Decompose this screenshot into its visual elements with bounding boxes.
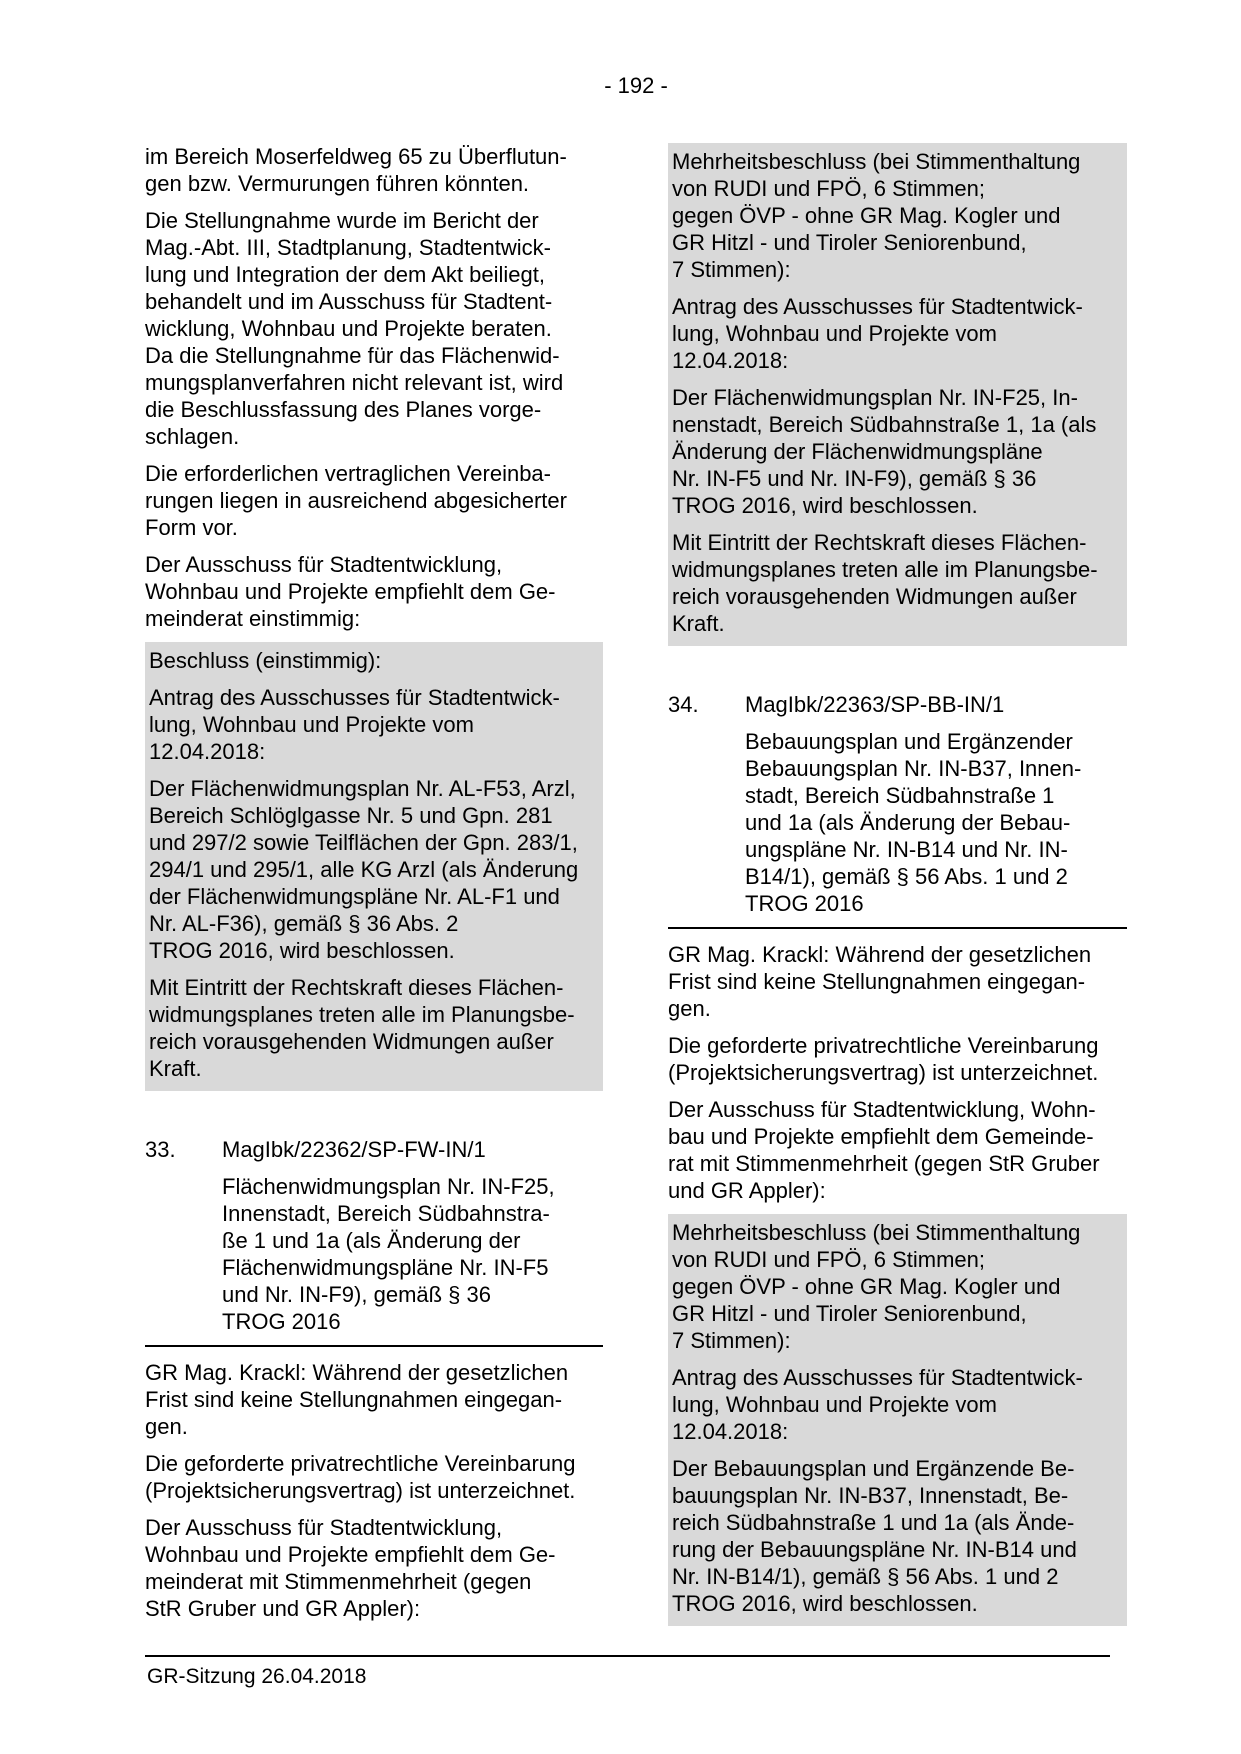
text-line: bauungsplan Nr. IN-B37, Innenstadt, Be- (672, 1483, 1069, 1508)
text-line: 294/1 und 295/1, alle KG Arzl (als Änderung (149, 857, 579, 882)
text-line: StR Gruber und GR Appler): (145, 1596, 421, 1621)
text-line: Änderung der Flächenwidmungspläne (672, 439, 1043, 464)
text-line: GR Hitzl - und Tiroler Seniorenbund, (672, 230, 1027, 255)
paragraph-ausschuss-empfehlung-mehrheit (145, 1514, 603, 1622)
text-line: von RUDI und FPÖ, 6 Stimmen; (672, 176, 985, 201)
paragraph-ausschuss-empfehlung-mehrheit-34 (668, 1096, 1127, 1204)
text-line: Wohnbau und Projekte empfiehlt dem Ge- (145, 579, 556, 604)
text-line: Nr. AL-F36), gemäß § 36 Abs. 2 (149, 911, 459, 936)
text-line: Kraft. (149, 1056, 202, 1081)
subject-item-33 (222, 1173, 603, 1335)
text-line: Die Stellungnahme wurde im Bericht der (145, 208, 539, 233)
text-line: Der Ausschuss für Stadtentwicklung, (145, 552, 503, 577)
text-line: stadt, Bereich Südbahnstraße 1 (745, 783, 1055, 808)
footer-rule (145, 1655, 1110, 1657)
decision-block-einstimmig (145, 642, 603, 1091)
text-line: bau und Projekte empfiehlt dem Gemeinde- (668, 1124, 1094, 1149)
text-line: gen. (145, 1414, 188, 1439)
text-line: gegen ÖVP - ohne GR Mag. Kogler und (672, 203, 1061, 228)
agenda-item-33 (145, 1136, 603, 1163)
text-line: 12.04.2018: (672, 348, 789, 373)
text-line: meinderat einstimmig: (145, 606, 361, 631)
text-line: rat mit Stimmenmehrheit (gegen StR Gruber (668, 1151, 1100, 1176)
text-line: 7 Stimmen): (672, 1328, 791, 1353)
text-line: (Projektsicherungsvertrag) ist unterzeichnet. (668, 1060, 1099, 1085)
text-line: der Flächenwidmungspläne Nr. AL-F1 und (149, 884, 560, 909)
text-line: Der Bebauungsplan und Ergänzende Be- (672, 1456, 1075, 1481)
text-line: lung, Wohnbau und Projekte vom (672, 1392, 997, 1417)
highlight-paragraph (672, 384, 1127, 519)
text-line: und Nr. IN-F9), gemäß § 36 (222, 1282, 491, 1307)
text-line: TROG 2016, wird beschlossen. (672, 1591, 978, 1616)
agenda-item-id: MagIbk/22362/SP-FW-IN/1 (222, 1137, 486, 1162)
text-line: Antrag des Ausschusses für Stadtentwick- (672, 294, 1083, 319)
text-line: Wohnbau und Projekte empfiehlt dem Ge- (145, 1542, 556, 1567)
highlight-paragraph (672, 1219, 1127, 1354)
text-line: Der Ausschuss für Stadtentwicklung, Wohn- (668, 1097, 1096, 1122)
text-line: Frist sind keine Stellungnahmen eingegan- (668, 969, 1086, 994)
highlight-paragraph (149, 647, 603, 674)
decision-block-mehrheit-item-34 (668, 1214, 1127, 1626)
text-line: Mehrheitsbeschluss (bei Stimmenthaltung (672, 149, 1081, 174)
text-line: GR Hitzl - und Tiroler Seniorenbund, (672, 1301, 1027, 1326)
text-line: reich vorausgehenden Widmungen außer (149, 1029, 554, 1054)
highlight-paragraph (149, 974, 603, 1082)
text-line: wicklung, Wohnbau und Projekte beraten. (145, 316, 552, 341)
paragraph-privatrechtliche-vereinbarung (145, 1450, 603, 1504)
text-line: Innenstadt, Bereich Südbahnstra- (222, 1201, 550, 1226)
text-line: 7 Stimmen): (672, 257, 791, 282)
text-line: von RUDI und FPÖ, 6 Stimmen; (672, 1247, 985, 1272)
text-line: TROG 2016 (222, 1309, 341, 1334)
text-line: Mehrheitsbeschluss (bei Stimmenthaltung (672, 1220, 1081, 1245)
text-line: Da die Stellungnahme für das Flächenwid- (145, 343, 560, 368)
text-line: 12.04.2018: (149, 739, 266, 764)
text-line: lung, Wohnbau und Projekte vom (149, 712, 474, 737)
paragraph-overflow-warning (145, 143, 603, 197)
text-line: und 1a (als Änderung der Bebau- (745, 810, 1071, 835)
text-line: und 297/2 sowie Teilflächen der Gpn. 283/1, (149, 830, 578, 855)
text-line: Flächenwidmungsplan Nr. IN-F25, (222, 1174, 555, 1199)
highlight-paragraph (672, 293, 1127, 374)
text-line: ße 1 und 1a (als Änderung der (222, 1228, 521, 1253)
text-line: (Projektsicherungsvertrag) ist unterzeichnet. (145, 1478, 576, 1503)
text-line: im Bereich Moserfeldweg 65 zu Überflutun- (145, 144, 567, 169)
agenda-item-id: MagIbk/22363/SP-BB-IN/1 (745, 692, 1005, 717)
highlight-paragraph (672, 1364, 1127, 1445)
page-number: - 192 - (604, 73, 668, 98)
text-line: Frist sind keine Stellungnahmen eingegan- (145, 1387, 563, 1412)
agenda-item-number: 34. (668, 692, 699, 717)
text-line: Mit Eintritt der Rechtskraft dieses Flächen- (149, 975, 564, 1000)
text-line: Bebauungsplan Nr. IN-B37, Innen- (745, 756, 1082, 781)
text-line: Die geforderte privatrechtliche Vereinbarung (668, 1033, 1099, 1058)
text-line: GR Mag. Krackl: Während der gesetzlichen (668, 942, 1092, 967)
text-line: lung und Integration der dem Akt beiliegt, (145, 262, 545, 287)
text-line: Mag.-Abt. III, Stadtplanung, Stadtentwick- (145, 235, 551, 260)
text-line: Antrag des Ausschusses für Stadtentwick- (149, 685, 560, 710)
text-line: B14/1), gemäß § 56 Abs. 1 und 2 (745, 864, 1068, 889)
text-line: Antrag des Ausschusses für Stadtentwick- (672, 1365, 1083, 1390)
text-line: nenstadt, Bereich Südbahnstraße 1, 1a (als (672, 412, 1097, 437)
paragraph-stellungnahme-bericht (145, 207, 603, 450)
text-line: meinderat mit Stimmenmehrheit (gegen (145, 1569, 532, 1594)
text-line: Der Flächenwidmungsplan Nr. AL-F53, Arzl, (149, 776, 576, 801)
paragraph-vertragliche-vereinbarungen (145, 460, 603, 541)
agenda-item-number: 33. (145, 1137, 176, 1162)
text-line: widmungsplanes treten alle im Planungsbe- (149, 1002, 575, 1027)
text-line: rung der Bebauungspläne Nr. IN-B14 und (672, 1537, 1077, 1562)
highlight-paragraph (672, 529, 1127, 637)
text-line: Bebauungsplan und Ergänzender (745, 729, 1073, 754)
text-line: behandelt und im Ausschuss für Stadtent- (145, 289, 553, 314)
subject-item-34 (745, 728, 1127, 917)
paragraph-krackl-statement (145, 1359, 603, 1440)
text-line: Der Ausschuss für Stadtentwicklung, (145, 1515, 503, 1540)
text-line: und GR Appler): (668, 1178, 826, 1203)
text-line: Der Flächenwidmungsplan Nr. IN-F25, In- (672, 385, 1078, 410)
footer-text: GR-Sitzung 26.04.2018 (147, 1665, 367, 1688)
highlight-paragraph (672, 1455, 1127, 1617)
agenda-item-34 (668, 691, 1127, 718)
paragraph-privatrechtliche-vereinbarung-34 (668, 1032, 1127, 1086)
text-line: Nr. IN-B14/1), gemäß § 56 Abs. 1 und 2 (672, 1564, 1059, 1589)
text-line: Form vor. (145, 515, 238, 540)
text-line: Die erforderlichen vertraglichen Vereinba- (145, 461, 551, 486)
column-right (668, 143, 1127, 1636)
text-line: TROG 2016, wird beschlossen. (672, 493, 978, 518)
text-line: Die geforderte privatrechtliche Vereinbarung (145, 1451, 576, 1476)
text-line: rungen liegen in ausreichend abgesicherter (145, 488, 567, 513)
text-line: die Beschlussfassung des Planes vorge- (145, 397, 542, 422)
text-line: 12.04.2018: (672, 1419, 789, 1444)
text-line: widmungsplanes treten alle im Planungsbe- (672, 557, 1098, 582)
text-line: ungspläne Nr. IN-B14 und Nr. IN- (745, 837, 1068, 862)
text-line: Flächenwidmungspläne Nr. IN-F5 (222, 1255, 549, 1280)
paragraph-krackl-statement-34 (668, 941, 1127, 1022)
separator-rule-item-33 (145, 1345, 603, 1347)
text-line: schlagen. (145, 424, 240, 449)
text-line: Kraft. (672, 611, 725, 636)
text-line: mungsplanverfahren nicht relevant ist, wird (145, 370, 564, 395)
paragraph-ausschuss-empfehlung (145, 551, 603, 632)
text-line: reich vorausgehenden Widmungen außer (672, 584, 1077, 609)
text-line: gen bzw. Vermurungen führen könnten. (145, 171, 530, 196)
text-line: lung, Wohnbau und Projekte vom (672, 321, 997, 346)
decision-block-mehrheit-item-33 (668, 143, 1127, 646)
text-line: Beschluss (einstimmig): (149, 648, 382, 673)
text-line: GR Mag. Krackl: Während der gesetzlichen (145, 1360, 569, 1385)
text-line: Bereich Schlöglgasse Nr. 5 und Gpn. 281 (149, 803, 553, 828)
text-line: TROG 2016 (745, 891, 864, 916)
text-line: gegen ÖVP - ohne GR Mag. Kogler und (672, 1274, 1061, 1299)
text-line: gen. (668, 996, 711, 1021)
text-line: TROG 2016, wird beschlossen. (149, 938, 455, 963)
text-line: reich Südbahnstraße 1 und 1a (als Ände- (672, 1510, 1075, 1535)
text-line: Nr. IN-F5 und Nr. IN-F9), gemäß § 36 (672, 466, 1037, 491)
highlight-paragraph (672, 148, 1127, 283)
highlight-paragraph (149, 775, 603, 964)
column-left (145, 143, 603, 1632)
text-line: Mit Eintritt der Rechtskraft dieses Flächen- (672, 530, 1087, 555)
highlight-paragraph (149, 684, 603, 765)
separator-rule-item-34 (668, 927, 1127, 929)
